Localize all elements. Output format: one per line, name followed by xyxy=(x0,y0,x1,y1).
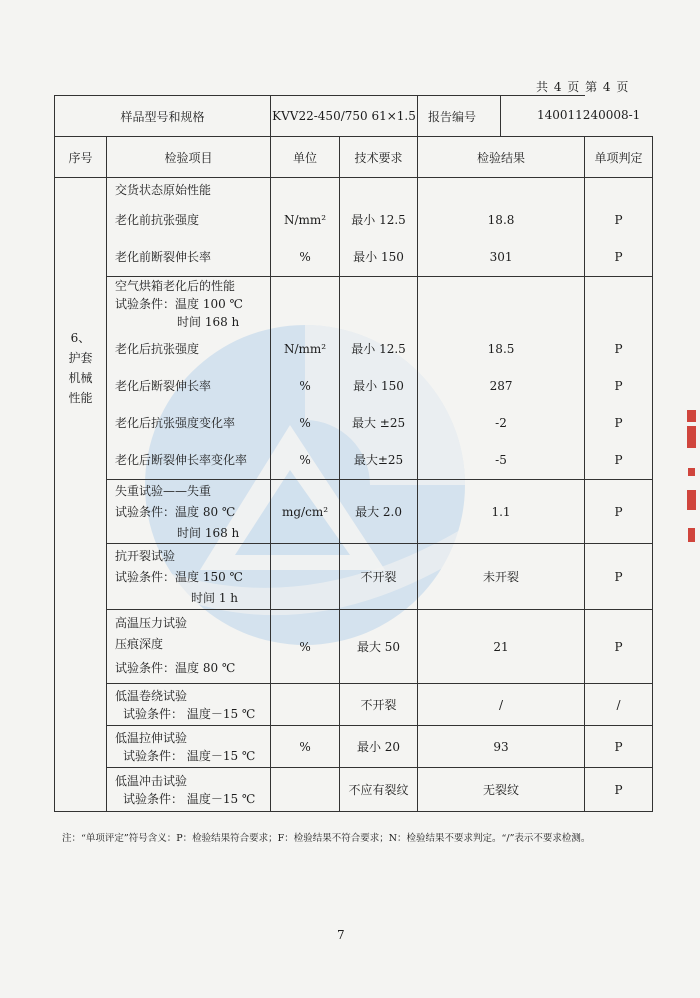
col-result: 检验结果 xyxy=(418,137,585,178)
test-condition: 时间 1 h xyxy=(191,590,238,605)
verdict-value: P xyxy=(614,250,623,264)
verdict-value: P xyxy=(614,453,623,467)
item-name: 老化前抗张强度 xyxy=(115,213,200,227)
result-value: / xyxy=(418,684,585,726)
table-row xyxy=(55,480,653,544)
group-title: 低温拉伸试验 xyxy=(115,730,188,745)
col-req: 技术要求 xyxy=(340,137,418,178)
group-title: 低温卷绕试验 xyxy=(115,688,188,703)
unit-value xyxy=(271,768,340,812)
result-value: 1.1 xyxy=(418,480,585,544)
test-condition: 试验条件： 温度－15 ℃ xyxy=(123,706,256,721)
req-value: 最小 150 xyxy=(353,250,404,264)
verdict-value: P xyxy=(585,544,653,610)
item-cell xyxy=(107,768,271,812)
req-value: 不应有裂纹 xyxy=(340,768,418,812)
seq-line2: 机械 xyxy=(68,371,93,385)
result-value: 21 xyxy=(418,610,585,684)
col-seq: 序号 xyxy=(55,137,107,178)
stamp-edge-mark xyxy=(684,410,698,550)
test-report-table xyxy=(54,95,653,812)
req-value: 不开裂 xyxy=(340,684,418,726)
item-cell xyxy=(107,726,271,768)
req-value: 不开裂 xyxy=(340,544,418,610)
item-name: 老化后断裂伸长率变化率 xyxy=(115,453,248,467)
col-verdict: 单项判定 xyxy=(585,137,653,178)
result-value: 未开裂 xyxy=(418,544,585,610)
group-title: 交货状态原始性能 xyxy=(115,183,212,197)
model-value: KVV22-450/750 61×1.5 xyxy=(271,96,418,137)
col-unit: 单位 xyxy=(271,137,340,178)
verdict-value: P xyxy=(614,213,623,227)
group-title: 低温冲击试验 xyxy=(115,773,188,788)
table-row xyxy=(55,178,653,277)
req-value: 最小 150 xyxy=(353,379,404,393)
table-row xyxy=(55,610,653,684)
test-condition: 试验条件： 温度－15 ℃ xyxy=(123,748,256,763)
seq-line3: 性能 xyxy=(68,391,93,405)
item-cell xyxy=(107,480,271,544)
verdict-value: P xyxy=(585,726,653,768)
unit-value: mg/cm² xyxy=(271,480,340,544)
test-condition: 试验条件：温度 80 ℃ xyxy=(115,504,236,519)
req-value: 最小 12.5 xyxy=(351,342,406,356)
req-value: 最小 20 xyxy=(340,726,418,768)
verdict-value: / xyxy=(585,684,653,726)
table-row xyxy=(55,277,653,480)
report-number: 140011240008-1 xyxy=(537,108,641,122)
unit-value: N/mm² xyxy=(283,213,327,227)
item-cell xyxy=(107,544,271,610)
item-cell xyxy=(107,610,271,684)
unit-value: % xyxy=(271,610,340,684)
verdict-cell xyxy=(585,277,653,480)
verdict-value: P xyxy=(614,379,623,393)
group-title: 抗开裂试验 xyxy=(115,548,176,563)
req-value: 最大 2.0 xyxy=(340,480,418,544)
test-condition: 试验条件：温度 80 ℃ xyxy=(115,660,236,675)
unit-value: % xyxy=(299,416,311,430)
unit-value xyxy=(271,544,340,610)
unit-value: % xyxy=(299,453,311,467)
test-condition: 时间 168 h xyxy=(177,525,240,540)
req-value: 最大 ±25 xyxy=(351,416,406,430)
report-label: 报告编号 xyxy=(418,96,585,137)
item-cell xyxy=(107,684,271,726)
result-cell xyxy=(418,178,585,277)
seq-line1: 护套 xyxy=(68,351,93,365)
verdict-cell xyxy=(585,178,653,277)
result-value: 287 xyxy=(489,379,513,393)
verdict-value: P xyxy=(585,610,653,684)
result-value: 301 xyxy=(489,250,513,264)
req-value: 最大 50 xyxy=(340,610,418,684)
test-condition: 试验条件：温度 150 ℃ xyxy=(115,569,243,584)
footnote: 注：“单项评定”符号含义：P：检验结果符合要求；F：检验结果不符合要求；N：检验结果不要求判定。“/”表示不要求检测。 xyxy=(62,833,591,844)
req-cell xyxy=(340,277,418,480)
unit-value: % xyxy=(299,379,311,393)
unit-value xyxy=(271,684,340,726)
seq-number: 6、 xyxy=(70,331,91,345)
item-name: 老化前断裂伸长率 xyxy=(115,250,212,264)
report-divider xyxy=(500,95,501,136)
group-title: 失重试验——失重 xyxy=(115,483,212,498)
item-name: 老化后抗张强度 xyxy=(115,342,200,356)
req-value: 最小 12.5 xyxy=(351,213,406,227)
col-item: 检验项目 xyxy=(107,137,271,178)
table-row xyxy=(55,768,653,812)
item-cell xyxy=(107,277,271,480)
group-title: 高温压力试验 xyxy=(115,615,188,630)
result-value: 18.8 xyxy=(487,213,515,227)
model-label: 样品型号和规格 xyxy=(55,96,271,137)
item-subtitle: 压痕深度 xyxy=(115,636,164,651)
verdict-value: P xyxy=(585,480,653,544)
result-value: 无裂纹 xyxy=(418,768,585,812)
unit-value: N/mm² xyxy=(283,342,327,356)
result-value: -2 xyxy=(495,416,507,430)
test-condition: 试验条件： 温度－15 ℃ xyxy=(123,791,256,806)
result-value: 18.5 xyxy=(487,342,515,356)
page-number: 7 xyxy=(337,928,345,942)
column-header-row xyxy=(55,137,653,178)
unit-cell xyxy=(271,178,340,277)
result-value: -5 xyxy=(495,453,507,467)
page-count: 共 4 页 第 4 页 xyxy=(536,80,630,94)
table-row xyxy=(55,684,653,726)
verdict-value: P xyxy=(614,416,623,430)
group-title: 空气烘箱老化后的性能 xyxy=(115,279,236,293)
req-cell xyxy=(340,178,418,277)
verdict-value: P xyxy=(585,768,653,812)
verdict-value: P xyxy=(614,342,623,356)
item-name: 老化后断裂伸长率 xyxy=(115,379,212,393)
test-condition: 时间 168 h xyxy=(177,315,240,329)
unit-value: % xyxy=(299,250,311,264)
item-name: 老化后抗张强度变化率 xyxy=(115,416,236,430)
seq-cell xyxy=(55,178,107,812)
req-value: 最大±25 xyxy=(353,453,404,467)
table-row xyxy=(55,726,653,768)
result-cell xyxy=(418,277,585,480)
unit-value: % xyxy=(271,726,340,768)
test-condition: 试验条件：温度 100 ℃ xyxy=(115,297,243,311)
table-row xyxy=(55,544,653,610)
result-value: 93 xyxy=(418,726,585,768)
item-cell xyxy=(107,178,271,277)
unit-cell xyxy=(271,277,340,480)
